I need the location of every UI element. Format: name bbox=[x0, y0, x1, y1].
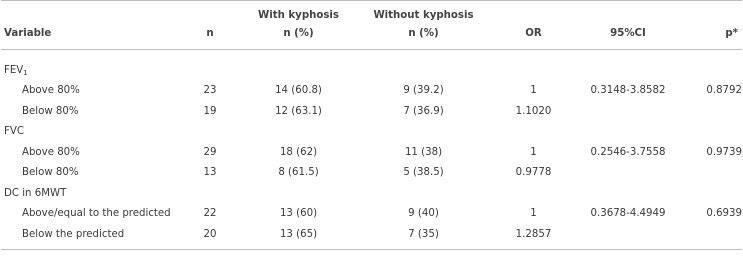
header-blank-variable bbox=[1, 1, 184, 24]
header-p: p* bbox=[675, 23, 742, 50]
cell-with-kyphosis: 8 (61.5) bbox=[278, 167, 319, 179]
cell-p bbox=[675, 163, 742, 184]
cell-n: 13 bbox=[203, 167, 217, 179]
cell-with-kyphosis: 13 (65) bbox=[279, 228, 318, 240]
header-blank-ci bbox=[581, 1, 675, 24]
cell-without-kyphosis: 7 (35) bbox=[408, 228, 439, 240]
header-variable: Variable bbox=[1, 23, 184, 50]
cell-or: 0.9778 bbox=[515, 167, 552, 179]
row-label: Above 80% bbox=[22, 146, 80, 158]
group-label-dc-6mwt: DC in 6MWT bbox=[4, 187, 67, 199]
header-or: OR bbox=[486, 23, 581, 50]
table-row bbox=[1, 142, 742, 163]
header-without-kyphosis: Without kyphosis bbox=[361, 1, 486, 24]
cell-n: 23 bbox=[203, 85, 217, 97]
header-blank-or bbox=[486, 1, 581, 24]
header-ci: 95%CI bbox=[581, 23, 675, 50]
group-row-fev1 bbox=[1, 60, 742, 81]
header-blank-p bbox=[675, 1, 742, 24]
cell-without-kyphosis: 7 (36.9) bbox=[403, 105, 444, 117]
cell-n: 22 bbox=[203, 208, 217, 220]
cell-ci: 0.2546-3.7558 bbox=[590, 146, 666, 158]
cell-or: 1 bbox=[530, 146, 537, 158]
cell-or: 1 bbox=[530, 85, 537, 97]
row-label: Below 80% bbox=[22, 105, 79, 117]
cell-ci bbox=[581, 224, 675, 245]
kyphosis-results-table bbox=[1, 0, 742, 250]
spacer-row bbox=[1, 50, 742, 61]
cell-without-kyphosis: 11 (38) bbox=[404, 146, 443, 158]
header-row-top bbox=[1, 1, 742, 24]
group-label-fvc: FVC bbox=[4, 126, 24, 138]
row-label: Below 80% bbox=[22, 167, 79, 179]
cell-with-kyphosis: 13 (60) bbox=[279, 208, 318, 220]
cell-ci bbox=[581, 163, 675, 184]
header-blank-n bbox=[184, 1, 236, 24]
cell-p: 0.9739 bbox=[706, 146, 742, 158]
bottom-rule-row bbox=[1, 245, 742, 250]
cell-or: 1 bbox=[530, 208, 537, 220]
cell-without-kyphosis: 9 (39.2) bbox=[403, 85, 444, 97]
group-label-subscript: 1 bbox=[23, 68, 28, 77]
table-row bbox=[1, 81, 742, 102]
cell-with-kyphosis: 14 (60.8) bbox=[275, 85, 322, 97]
header-n: n bbox=[184, 23, 236, 50]
cell-p bbox=[675, 101, 742, 122]
cell-p bbox=[675, 224, 742, 245]
header-row-bottom bbox=[1, 23, 742, 50]
cell-n: 20 bbox=[203, 228, 217, 240]
cell-p: 0.8792 bbox=[706, 85, 742, 97]
row-label: Above 80% bbox=[22, 85, 80, 97]
table-row bbox=[1, 224, 742, 245]
cell-ci bbox=[581, 101, 675, 122]
table-row bbox=[1, 101, 742, 122]
cell-without-kyphosis: 5 (38.5) bbox=[403, 167, 444, 179]
row-label: Below the predicted bbox=[22, 228, 125, 240]
cell-ci: 0.3678-4.4949 bbox=[590, 208, 666, 220]
cell-n: 19 bbox=[203, 105, 217, 117]
cell-without-kyphosis: 9 (40) bbox=[408, 208, 439, 220]
header-without-kyphosis-npct: n (%) bbox=[361, 23, 486, 50]
group-label-main: FEV bbox=[4, 64, 24, 76]
cell-p: 0.6939 bbox=[706, 208, 742, 220]
table-body bbox=[1, 50, 742, 250]
cell-with-kyphosis: 18 (62) bbox=[279, 146, 318, 158]
table-row bbox=[1, 163, 742, 184]
group-row-dc-6mwt bbox=[1, 183, 742, 204]
cell-n: 29 bbox=[203, 146, 217, 158]
header-with-kyphosis-npct: n (%) bbox=[236, 23, 361, 50]
group-row-fvc bbox=[1, 122, 742, 143]
cell-ci: 0.3148-3.8582 bbox=[590, 85, 666, 97]
group-label-fev1 bbox=[1, 60, 184, 81]
cell-with-kyphosis: 12 (63.1) bbox=[275, 105, 322, 117]
cell-or: 1.1020 bbox=[515, 105, 552, 117]
cell-or: 1.2857 bbox=[515, 228, 552, 240]
row-label: Above/equal to the predicted bbox=[22, 208, 171, 220]
header-with-kyphosis: With kyphosis bbox=[236, 1, 361, 24]
table-row bbox=[1, 204, 742, 225]
